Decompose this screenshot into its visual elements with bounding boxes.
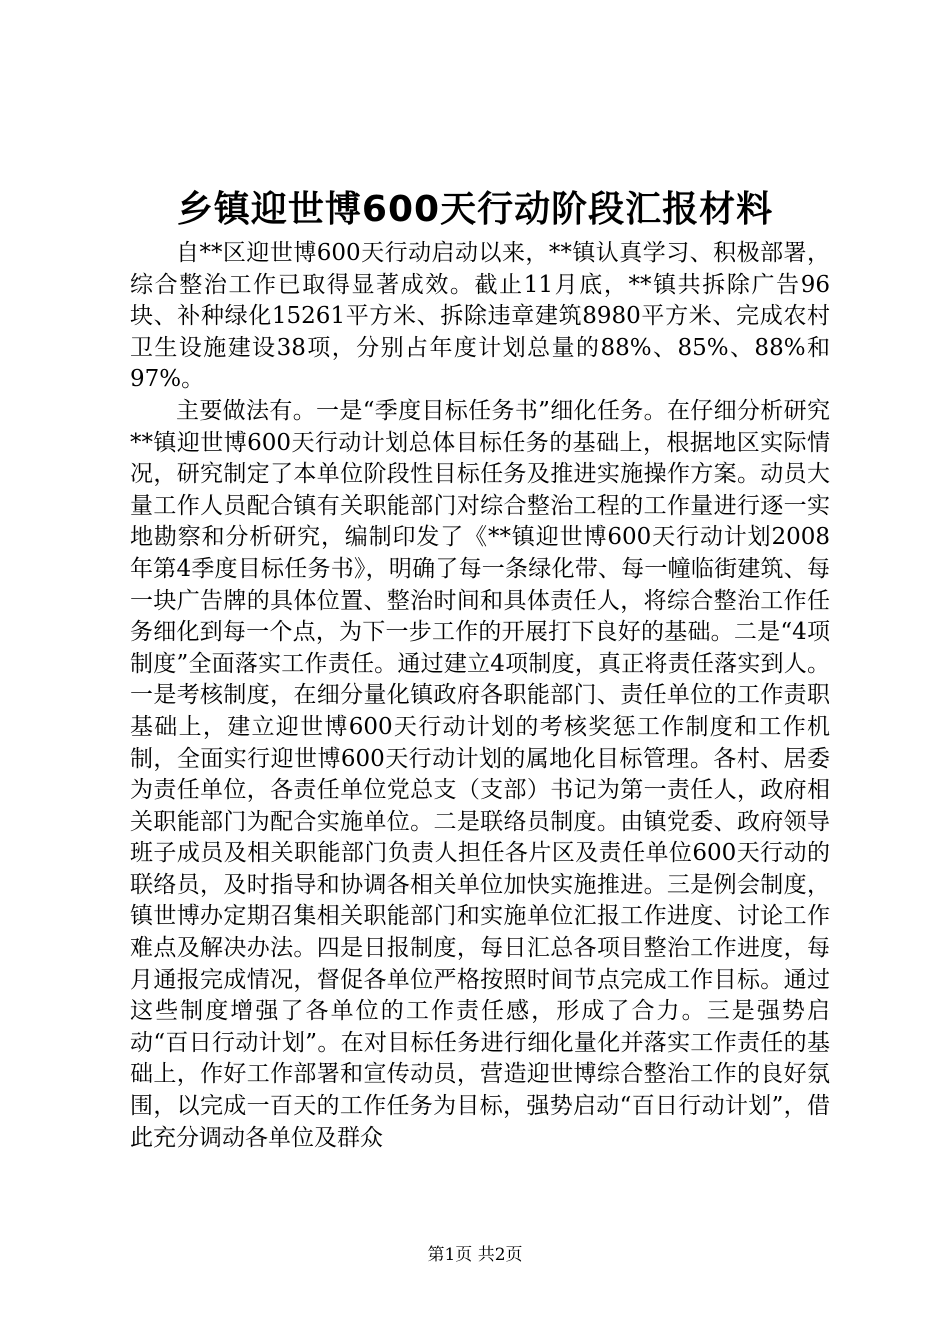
document-body [130,238,830,1154]
document-title: 乡镇迎世博600天行动阶段汇报材料 [176,189,774,230]
paragraph-main-practices: 主要做法有。一是“季度目标任务书”细化任务。在仔细分析研究**镇迎世博600天行动计划总体目标任务的基础上，根据地区实际情况，研究制定了本单位阶段性目标任务及推进实施操作方案。动员大量工作人员配合镇有关职能部门对综合整治工程的工作量进行逐一实地勘察和分析研究，编制印发了《**镇迎世博600天行动计划2008年第4季度目标任务书》，明确了每一条绿化带、每一幢临街建筑、每一块广告牌的具体位置、整治时间和具体责任人，将综合整治工作任务细化到每一个点，为下一步工作的开展打下良好的基础。二是“4项制度”全面落实工作责任。通过建立4项制度，真正将责任落实到人。一是考核制度，在细分量化镇政府各职能部门、责任单位的工作责职基础上，建立迎世博600天行动计划的考核奖惩工作制度和工作机制，全面实行迎世博600天行动计划的属地化目标管理。各村、居委为责任单位，各责任单位党总支（支部）书记为第一责任人，政府相关职能部门为配合实施单位。二是联络员制度。由镇党委、政府领导班子成员及相关职能部门负责人担任各片区及责任单位600天行动的联络员，及时指导和协调各相关单位加快实施推进。三是例会制度，镇世博办定期召集相关职能部门和实施单位汇报工作进度、讨论工作难点及解决办法。四是日报制度，每日汇总各项目整治工作进度，每月通报完成情况，督促各单位严格按照时间节点完成工作目标。通过这些制度增强了各单位的工作责任感，形成了合力。三是强势启动“百日行动计划”。在对目标任务进行细化量化并落实工作责任的基础上，作好工作部署和宣传动员，营造迎世博综合整治工作的良好氛围，以完成一百天的工作任务为目标，强势启动“百日行动计划”，借此充分调动各单位及群众 [130,397,830,1151]
page-number-footer: 第1页 共2页 [427,1245,523,1265]
paragraph-summary: 自**区迎世博600天行动启动以来，**镇认真学习、积极部署，综合整治工作已取得显著成效。截止11月底，**镇共拆除广告96块、补种绿化15261平方米、拆除违章建筑8980平方米、完成农村卫生设施建设38项，分别占年度计划总量的88%、85%、88%和97%。 [130,240,830,393]
